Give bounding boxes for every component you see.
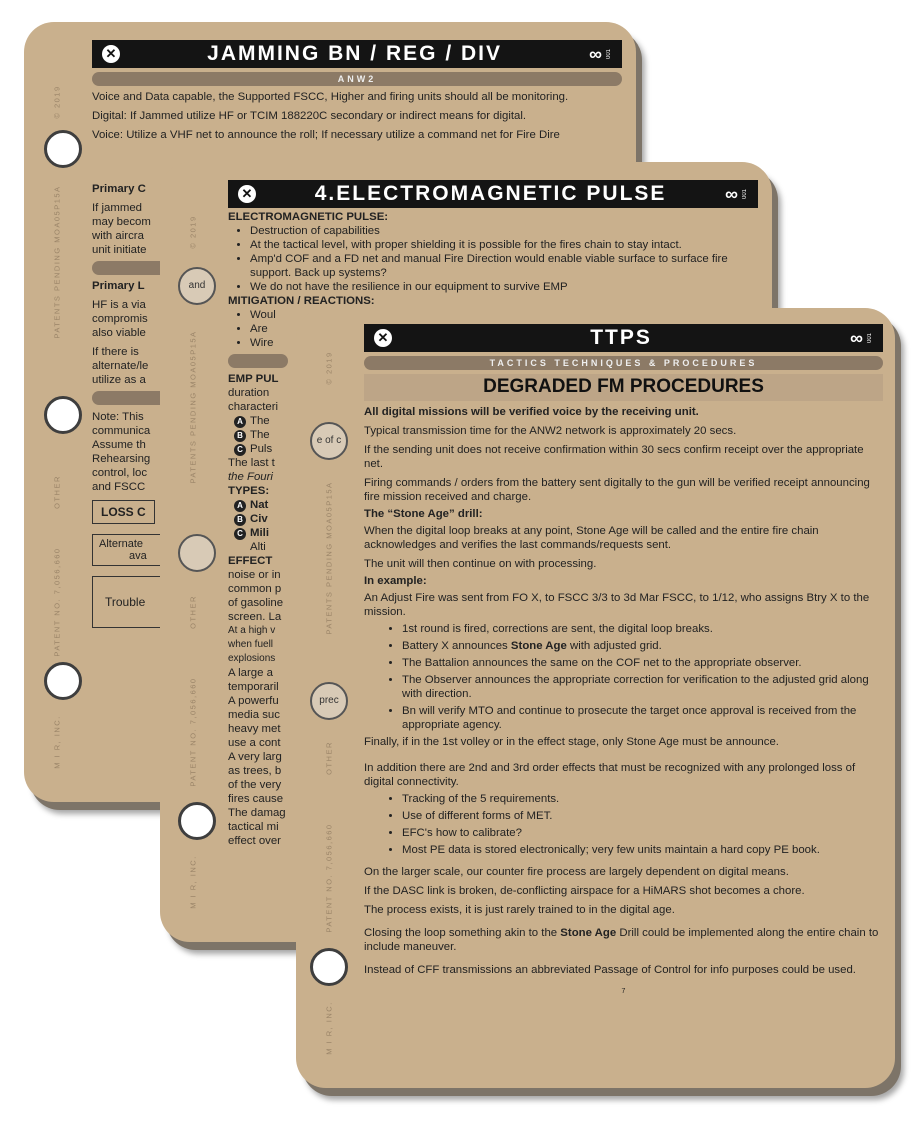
section-title: DEGRADED FM PROCEDURES [364, 374, 883, 401]
binder-hole [310, 948, 348, 986]
card-title-bar [228, 180, 758, 208]
card-ttps [296, 308, 895, 1088]
fragment: Note: This [92, 411, 144, 423]
fragment: with aircra [92, 230, 144, 242]
fragment: explosions [228, 653, 276, 664]
list-item: • Amp'd COF and a FD net and manual Fire Direction would enable viable surface to surface fire support. Back up systems? [250, 252, 758, 280]
copyright-text: © 2019 [188, 215, 198, 249]
fragment: of gasoline [228, 597, 284, 609]
paragraph: Finally, if in the 1st volley or in the effect stage, only Stone Age must be announce. [364, 736, 779, 748]
fragment: The [250, 429, 270, 441]
binder-hole [44, 130, 82, 168]
trouble-box: Trouble [92, 576, 168, 628]
fragment: characteri [228, 401, 279, 413]
paragraph: On the larger scale, our counter fire process are largely dependent on digital means. [364, 866, 789, 878]
card-number: 001 [742, 188, 748, 199]
list-item: • At the tactical level, with proper shielding it is possible for the fires chain to stay intact. [250, 238, 758, 252]
copyright-text: © 2019 [324, 351, 334, 385]
binder-hole [44, 396, 82, 434]
card-title: JAMMING BN / REG / DIV [207, 42, 502, 65]
paragraph: The process exists, it is just rarely trained to in the digital age. [364, 904, 675, 916]
fragment: EFFECT [228, 555, 273, 567]
fragment: screen. La [228, 611, 282, 623]
fragment: common p [228, 583, 282, 595]
jamming-line: Voice and Data capable, the Supported FSCC, Higher and firing units should all be monitoring. [92, 91, 569, 103]
fragment: effect over [228, 835, 281, 847]
fragment: Puls [250, 443, 273, 455]
fragment: A large a [228, 667, 273, 679]
paragraph: Closing the loop something akin to the Stone Age Drill could be implemented along the entire chain to include maneuver. [364, 927, 879, 953]
list-item: • Destruction of capabilities [250, 224, 758, 238]
card-subtitle: TACTICS TECHNIQUES & PROCEDURES [364, 356, 883, 370]
fragment: also viable [92, 327, 146, 339]
fragment: alternate/le [92, 360, 149, 372]
list-item: • EFC's how to calibrate? [402, 826, 883, 840]
fragment: Mili [250, 527, 269, 539]
infinity-icon: ∞ [589, 43, 602, 64]
fragment: Primary C [92, 183, 146, 195]
binder-hole: prec [310, 682, 348, 720]
fragment: temporaril [228, 681, 279, 693]
patent-no-text: PATENT NO. 7,056,660 [52, 547, 62, 657]
fragment: The damag [228, 807, 286, 819]
fragment: compromis [92, 313, 148, 325]
x-circle-icon: ✕ [374, 329, 392, 347]
paragraph: An Adjust Fire was sent from FO X, to FSCC 3/3 to 3d Mar FSCC, to 1/12, who assigns Btry X to the mission. [364, 592, 870, 618]
paragraph: If the DASC link is broken, de-conflicting airspace for a HiMARS shot becomes a chore. [364, 885, 805, 897]
fragment: use a cont [228, 737, 281, 749]
fragment: Primary L [92, 280, 145, 292]
fragment: when fuell [228, 639, 274, 650]
paragraph: If the sending unit does not receive confirmation within 30 secs confirm receipt over the appropriate net. [364, 444, 864, 470]
fragment: communica [92, 425, 151, 437]
list-item: • Wire [250, 336, 290, 350]
fragment: EMP PUL [228, 373, 279, 385]
loss-box: LOSS C [92, 500, 155, 524]
list-item: • Tracking of the 5 requirements. [402, 792, 883, 806]
paragraph: Instead of CFF transmissions an abbreviated Passage of Control for info purposes could be used. [364, 964, 856, 976]
fragment: Nat [250, 499, 269, 511]
jamming-line: Digital: If Jammed utilize HF or TCIM 188220C secondary or indirect means for digital. [92, 110, 527, 122]
list-item: • 1st round is fired, corrections are sent, the digital loop breaks. [402, 622, 883, 636]
fragment: media suc [228, 709, 280, 721]
company-text: M I R, INC. [324, 1001, 334, 1055]
subheading: In example: [364, 575, 427, 587]
card-title-bar [92, 40, 622, 68]
infinity-icon: ∞ [725, 183, 738, 204]
subheading: The “Stone Age” drill: [364, 508, 483, 520]
patent-no-text: PATENT NO. 7,056,660 [188, 677, 198, 787]
binder-hole [44, 662, 82, 700]
other-text: OTHER [188, 595, 198, 629]
card-number: 001 [867, 332, 873, 343]
card-subtitle: ANW2 [92, 72, 622, 86]
fragment: Rehearsing [92, 453, 151, 465]
fragment: TYPES: [228, 485, 270, 497]
fragment: duration [228, 387, 270, 399]
card-title: TTPS [590, 326, 652, 349]
paragraph: Firing commands / orders from the battery sent digitally to the gun will be verified receipt announcing fire mission received and charge. [364, 477, 870, 503]
other-text: OTHER [324, 741, 334, 775]
copyright-text: © 2019 [52, 85, 62, 119]
list-item: • Most PE data is stored electronically; very few units maintain a hard copy PE book. [402, 843, 883, 857]
fragment: may becom [92, 216, 151, 228]
card-title-bar [364, 324, 883, 352]
binder-hole [178, 534, 216, 572]
jamming-line: Voice: Utilize a VHF net to announce the roll; If necessary utilize a command net for Fire Dire [92, 129, 560, 141]
fragment: unit initiate [92, 244, 147, 256]
section-heading: MITIGATION / REACTIONS: [228, 295, 375, 307]
fragment: A powerfu [228, 695, 279, 707]
paragraph: In addition there are 2nd and 3rd order effects that must be recognized with any prolonged loss of digital connectivity. [364, 762, 856, 788]
list-item: • Bn will verify MTO and continue to prosecute the target once approval is received from the appropriate agency. [402, 704, 883, 732]
patent-no-text: PATENT NO. 7,056,660 [324, 823, 334, 933]
infinity-icon: ∞ [850, 327, 863, 348]
section-heading: ELECTROMAGNETIC PULSE: [228, 211, 389, 223]
binder-hole: and [178, 267, 216, 305]
fragment: Assume th [92, 439, 146, 451]
list-item: • Woul [250, 308, 290, 322]
alternate-box: Alternate ava [92, 534, 166, 566]
fragment: tactical mi [228, 821, 279, 833]
fragment: heavy met [228, 723, 281, 735]
binder-hole: e of c [310, 422, 348, 460]
paragraph: All digital missions will be verified voice by the receiving unit. [364, 406, 699, 418]
patents-text: PATENTS PENDING MOA05P15A [324, 481, 334, 635]
card-title: 4.ELECTROMAGNETIC PULSE [314, 182, 667, 205]
fragment: control, loc [92, 467, 148, 479]
fragment: utilize as a [92, 374, 146, 386]
fragment: Civ [250, 513, 268, 525]
list-item: • Battery X announces Stone Age with adjusted grid. [402, 639, 883, 653]
company-text: M I R, INC. [52, 715, 62, 769]
card-emp: © 2019 PATENTS PENDING MOA05P15A OTHER PATENT NO. 7,056,660 M I R, INC. and ✕ 4.ELECTROMAGNETIC PULSE ∞ 001 ELECTROMAGNETIC PULSE: • Destruction of capabilities • At the tactical level, with proper shielding it is possible for the fires chain to stay intact. • Amp'd COF and a FD net and manual Fire Direction would enable viable surface to surface fire support. Back up systems? • We do not have the resilience in our equipment to survive EMP MITIGATION / REACTIONS: • Woul • Are • Wire EMP PUL duration characteri A The B The C Puls The last t the Fouri TYPES: A Nat B Civ C Mili Alti EFFECT noise or in common p of gasoline screen. La At a high v when fuell explosions A large a temporaril A powerfu media suc heavy met use a cont A very larg as trees, b of the very fires cause The damag tactical mi effect over [160, 162, 772, 942]
fragment: as trees, b [228, 765, 282, 777]
fragment: If jammed [92, 202, 143, 214]
fragment: If there is [92, 346, 139, 358]
fragment: noise or in [228, 569, 281, 581]
list-item: • We do not have the resilience in our equipment to survive EMP [250, 280, 758, 294]
patents-text: PATENTS PENDING MOA05P15A [188, 330, 198, 484]
paragraph: When the digital loop breaks at any point, Stone Age will be called and the entire fire chain acknowledges and verifies the last commands/requests sent. [364, 525, 819, 551]
company-text: M I R, INC. [188, 855, 198, 909]
list-item: • The Observer announces the appropriate correction for verification to the adjusted grid along with direction. [402, 673, 883, 701]
page-number: 7 [621, 988, 626, 995]
patents-text: PATENTS PENDING MOA05P15A [52, 185, 62, 339]
fragment: The [250, 415, 270, 427]
fragment: and FSCC [92, 481, 146, 493]
fragment: of the very [228, 779, 282, 791]
x-circle-icon: ✕ [238, 185, 256, 203]
x-circle-icon: ✕ [102, 45, 120, 63]
other-text: OTHER [52, 475, 62, 509]
card-number: 001 [606, 48, 612, 59]
paragraph: The unit will then continue on with processing. [364, 558, 597, 570]
fragment: At a high v [228, 625, 276, 636]
list-item: • The Battalion announces the same on the COF net to the appropriate observer. [402, 656, 883, 670]
list-item: • Are [250, 322, 290, 336]
fragment: the Fouri [228, 471, 273, 483]
fragment: A very larg [228, 751, 282, 763]
list-item: • Use of different forms of MET. [402, 809, 883, 823]
fragment: Alti [250, 541, 266, 553]
fragment: HF is a via [92, 299, 146, 311]
paragraph: Typical transmission time for the ANW2 network is approximately 20 secs. [364, 425, 737, 437]
fragment: The last t [228, 457, 275, 469]
fragment: fires cause [228, 793, 284, 805]
binder-hole [178, 802, 216, 840]
